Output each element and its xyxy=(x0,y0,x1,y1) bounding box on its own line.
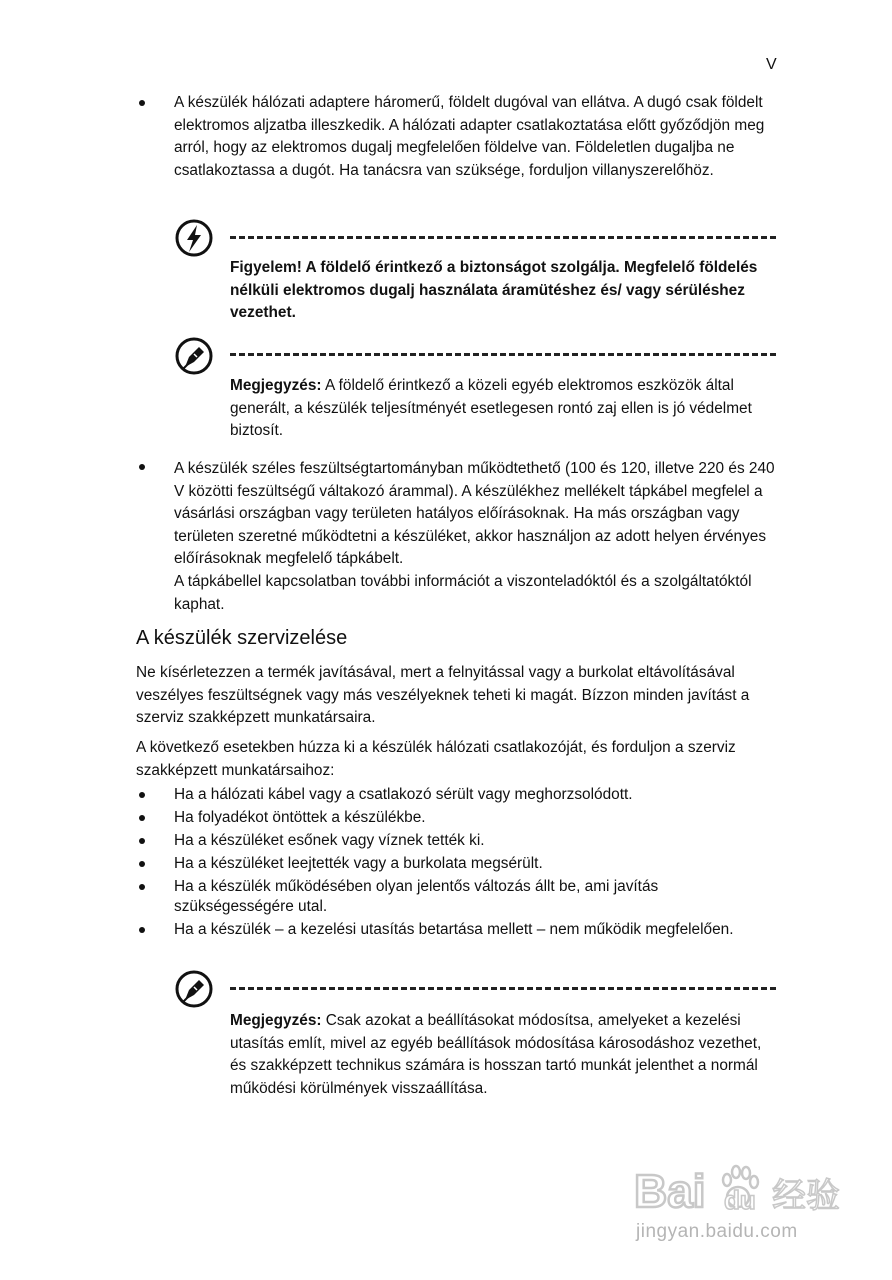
voltage-text: A készülék széles feszültségtartományban működtethető (100 és 120, illetve 220 és 240 V közötti feszültségű váltakozó árammal). A készülékhez mellékelt tápkábel megfelel a vásárlási országban vagy területen hatályos előírásoknak. Ha más országban vagy területen szeretné működtetni a készüléket, akkor használjon az adott helyen érvényes előírásoknak megfelelő tápkábelt. xyxy=(174,460,775,568)
warning-lightning-icon xyxy=(174,218,214,258)
baidu-paw-icon xyxy=(632,1145,842,1245)
note-pen-icon xyxy=(174,969,214,1009)
note-body: Csak azokat a beállításokat módosítsa, amelyeket a kezelési utasítás említ, mivel az egyéb beállítások módosítása károsodáshoz vezethet, és szakképzett technikus számára is hosszan tartó munkát jelenthet a normál működési körülmények visszaállítása. xyxy=(230,1012,762,1097)
service-list xyxy=(136,785,736,943)
divider-dashed xyxy=(230,987,776,990)
baidu-watermark xyxy=(632,1145,842,1245)
divider-dashed xyxy=(230,353,776,356)
bullet-marker xyxy=(139,464,145,470)
page-number: V xyxy=(766,56,777,73)
note-text xyxy=(230,1010,770,1100)
note-label: Megjegyzés: xyxy=(230,1012,322,1029)
note-label: Megjegyzés: xyxy=(230,377,322,394)
list-item: Ha a készülék – a kezelési utasítás betartása mellett – nem működik megfelelően. xyxy=(136,920,736,940)
list-item: Ha folyadékot öntöttek a készülékbe. xyxy=(136,808,736,828)
note-body: A földelő érintkező a közeli egyéb elektromos eszközök által generált, a készülék teljesítményét esetlegesen rontó zaj ellen is jó védelmet biztosít. xyxy=(230,377,752,440)
watermark-brand: Bai xyxy=(634,1165,706,1217)
list-item: Ha a készülék működésében olyan jelentős változás állt be, ami javítás szükségességére utal. xyxy=(136,877,736,917)
paragraph-grounding: A készülék hálózati adaptere háromerű, földelt dugóval van ellátva. A dugó csak földelt elektromos aljzatba illeszkedik. A hálózati adapter csatlakoztatása előtt győződjön meg arról, hogy az elektromos dugalj megfelelően földelve van. Földeletlen dugaljba ne csatlakoztassa a dugót. Ha tanácsra van szüksége, forduljon villanyszerelőhöz. xyxy=(174,94,765,179)
list-item: Ha a hálózati kábel vagy a csatlakozó sérült vagy meghorzsolódott. xyxy=(136,785,736,805)
bullet-marker xyxy=(139,100,145,106)
note-pen-icon xyxy=(174,336,214,376)
section-paragraph-2: A következő esetekben húzza ki a készülék hálózati csatlakozóját, és forduljon a szerviz szakképzett munkatársaihoz: xyxy=(136,739,736,779)
section-paragraph-1: Ne kísérletezzen a termék javításával, mert a felnyitással vagy a burkolat eltávolításával veszélyes feszültségnek vagy más veszélyeknek teheti ki magát. Bízzon minden javítást a szerviz szakképzett munkatársaira. xyxy=(136,664,750,727)
paragraph-voltage xyxy=(174,458,784,616)
list-item: Ha a készüléket esőnek vagy víznek tették ki. xyxy=(136,831,736,851)
list-item: Ha a készüléket leejtették vagy a burkolata megsérült. xyxy=(136,854,736,874)
divider-dashed xyxy=(230,236,776,239)
warning-text: Figyelem! A földelő érintkező a biztonságot szolgálja. Megfelelő földelés nélküli elektromos dugalj használata áramütéshez és/ vagy sérüléshez vezethet. xyxy=(230,259,758,322)
note-text xyxy=(230,375,770,443)
watermark-url: jingyan.baidu.com xyxy=(636,1221,798,1242)
section-heading: A készülék szervizelése xyxy=(136,627,348,649)
watermark-brand-du: du xyxy=(724,1185,756,1215)
voltage-text-2: A tápkábellel kapcsolatban további információt a viszonteladóktól és a szolgáltatóktól kaphat. xyxy=(174,572,752,613)
watermark-cn: 经验 xyxy=(772,1176,840,1216)
